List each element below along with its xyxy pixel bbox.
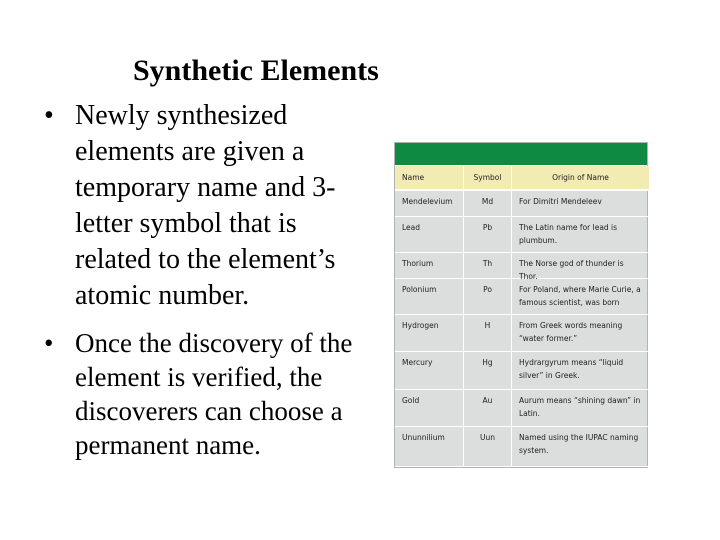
- element-origin-cell: For Poland, where Marie Curie, a famous scientist, was born: [512, 279, 649, 315]
- slide-title: Synthetic Elements: [133, 54, 379, 87]
- element-origin-cell: Named using the IUPAC naming system.: [512, 427, 649, 467]
- element-names-table: [394, 142, 648, 468]
- element-origin-cell: Hydrargyrum means “liquid silver” in Greek.: [512, 352, 649, 390]
- element-name-cell: Hydrogen: [395, 315, 464, 352]
- element-name-cell: Mendelevium: [395, 191, 464, 217]
- element-name-cell: Lead: [395, 217, 464, 253]
- element-name-cell: Polonium: [395, 279, 464, 315]
- element-name-cell: Ununnilium: [395, 427, 464, 467]
- element-origin-cell: The Norse god of thunder is Thor.: [512, 253, 649, 279]
- element-origin-cell: For Dimitri Mendeleev: [512, 191, 649, 217]
- element-origin-cell: From Greek words meaning “water former.”: [512, 315, 649, 352]
- element-symbol-cell: Po: [464, 279, 512, 315]
- element-symbol-cell: Pb: [464, 217, 512, 253]
- column-header-symbol: Symbol: [464, 166, 512, 191]
- element-symbol-cell: Md: [464, 191, 512, 217]
- element-origin-cell: Aurum means “shining dawn” in Latin.: [512, 390, 649, 427]
- table-header-bar: [395, 143, 647, 166]
- element-symbol-cell: Au: [464, 390, 512, 427]
- bullet-text: Newly synthesized elements are given a temporary name and 3-letter symbol that is related to the element’s atomic number.: [75, 100, 336, 311]
- element-symbol-cell: Hg: [464, 352, 512, 390]
- bullet-marker: •: [44, 100, 54, 131]
- bullet-text: Once the discovery of the element is verified, the discoverers can choose a permanent name.: [75, 328, 353, 460]
- element-name-cell: Gold: [395, 390, 464, 427]
- element-name-cell: Mercury: [395, 352, 464, 390]
- element-symbol-cell: Th: [464, 253, 512, 279]
- bullet-marker: •: [44, 328, 54, 358]
- column-header-name: Name: [395, 166, 464, 191]
- element-origin-cell: The Latin name for lead is plumbum.: [512, 217, 649, 253]
- column-header-origin: Origin of Name: [512, 166, 649, 191]
- element-name-cell: Thorium: [395, 253, 464, 279]
- element-symbol-cell: H: [464, 315, 512, 352]
- element-symbol-cell: Uun: [464, 427, 512, 467]
